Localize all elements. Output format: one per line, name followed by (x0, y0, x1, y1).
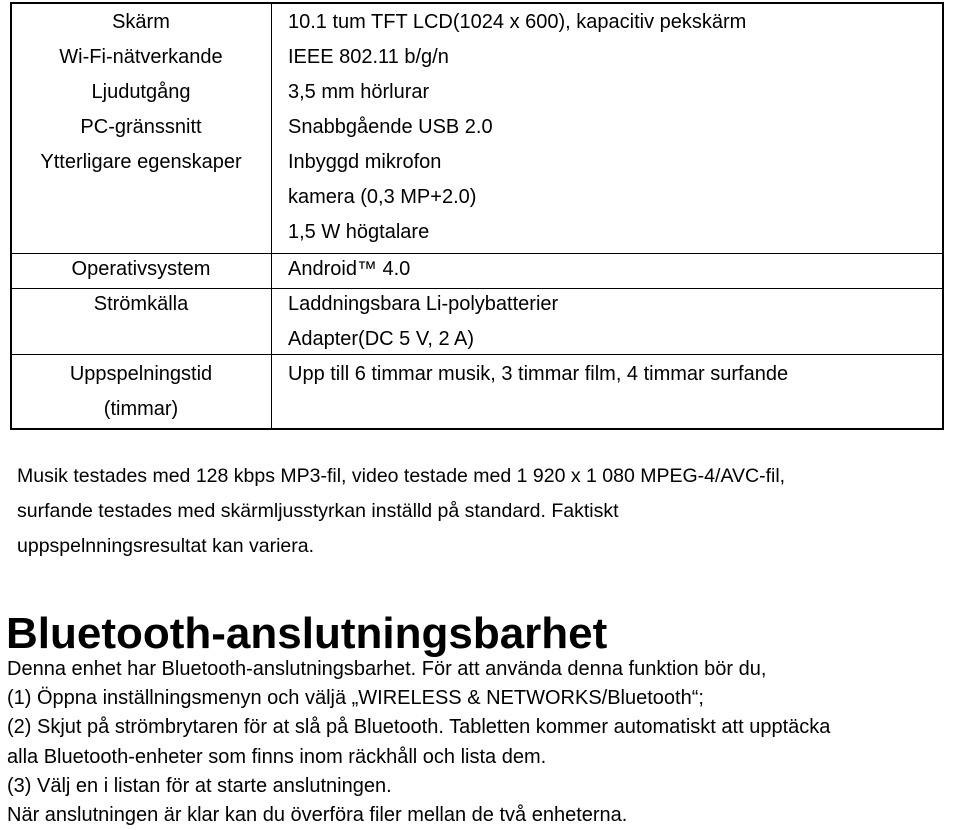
spec-value-wifi: IEEE 802.11 b/g/n (288, 46, 449, 68)
row-divider (12, 253, 942, 254)
spec-label-pc-interface: PC-gränssnitt (80, 116, 202, 138)
bluetooth-step-3: (3) Välj en i listan för at starte anslutningen. (7, 774, 392, 797)
spec-label-extra-features: Ytterligare egenskaper (40, 151, 242, 173)
spec-label-wifi: Wi-Fi-nätverkande (59, 46, 223, 68)
spec-label-playback-unit: (timmar) (103, 398, 179, 420)
spec-value-camera: kamera (0,3 MP+2.0) (288, 186, 477, 208)
spec-value-speaker: 1,5 W högtalare (288, 221, 430, 243)
spec-value-playback-time: Upp till 6 timmar musik, 3 timmar film, 4 timmar surfande (288, 363, 789, 385)
bluetooth-heading: Bluetooth-anslutningsbarhet (6, 609, 608, 658)
row-divider (12, 354, 942, 355)
column-divider (271, 4, 272, 428)
bluetooth-line: Denna enhet har Bluetooth-anslutningsbarhet. För att använda denna funktion bör du, (7, 658, 767, 680)
playback-test-note (17, 459, 937, 564)
row-divider (12, 288, 942, 289)
spec-value-pc-interface: Snabbgående USB 2.0 (288, 116, 493, 138)
bluetooth-line: När anslutningen är klar kan du överföra filer mellan de två enheterna. (7, 804, 628, 827)
spec-label-audio: Ljudutgång (91, 81, 191, 103)
note-line: Musik testades med 128 kbps MP3-fil, video testade med 1 920 x 1 080 MPEG-4/AVC-fil, (17, 465, 786, 487)
bluetooth-step-1: (1) Öppna inställningsmenyn och väljä „WIRELESS & NETWORKS/Bluetooth“; (7, 687, 704, 710)
bluetooth-line: alla Bluetooth-enheter som finns inom räckhåll och lista dem. (7, 745, 547, 768)
spec-table (10, 2, 944, 430)
spec-label-playback-time: Uppspelningstid (69, 363, 213, 385)
spec-label-os: Operativsystem (71, 258, 211, 280)
spec-label-power: Strömkälla (93, 293, 189, 315)
bluetooth-instructions (7, 655, 957, 830)
note-line: uppspelnningsresultat kan variera. (17, 535, 315, 557)
spec-value-screen: 10.1 tum TFT LCD(1024 x 600), kapacitiv pekskärm (288, 11, 747, 33)
spec-value-microphone: Inbyggd mikrofon (288, 151, 442, 173)
spec-label-screen: Skärm (112, 11, 170, 33)
spec-value-os: Android™ 4.0 (288, 258, 411, 280)
spec-value-battery: Laddningsbara Li-polybatterier (288, 293, 559, 315)
note-line: surfande testades med skärmljusstyrkan inställd på standard. Faktiskt (17, 500, 619, 522)
bluetooth-step-2: (2) Skjut på strömbrytaren för at slå på Bluetooth. Tabletten kommer automatiskt att upptäcka (7, 716, 831, 739)
spec-value-audio: 3,5 mm hörlurar (288, 81, 430, 103)
spec-value-adapter: Adapter(DC 5 V, 2 A) (288, 328, 475, 350)
